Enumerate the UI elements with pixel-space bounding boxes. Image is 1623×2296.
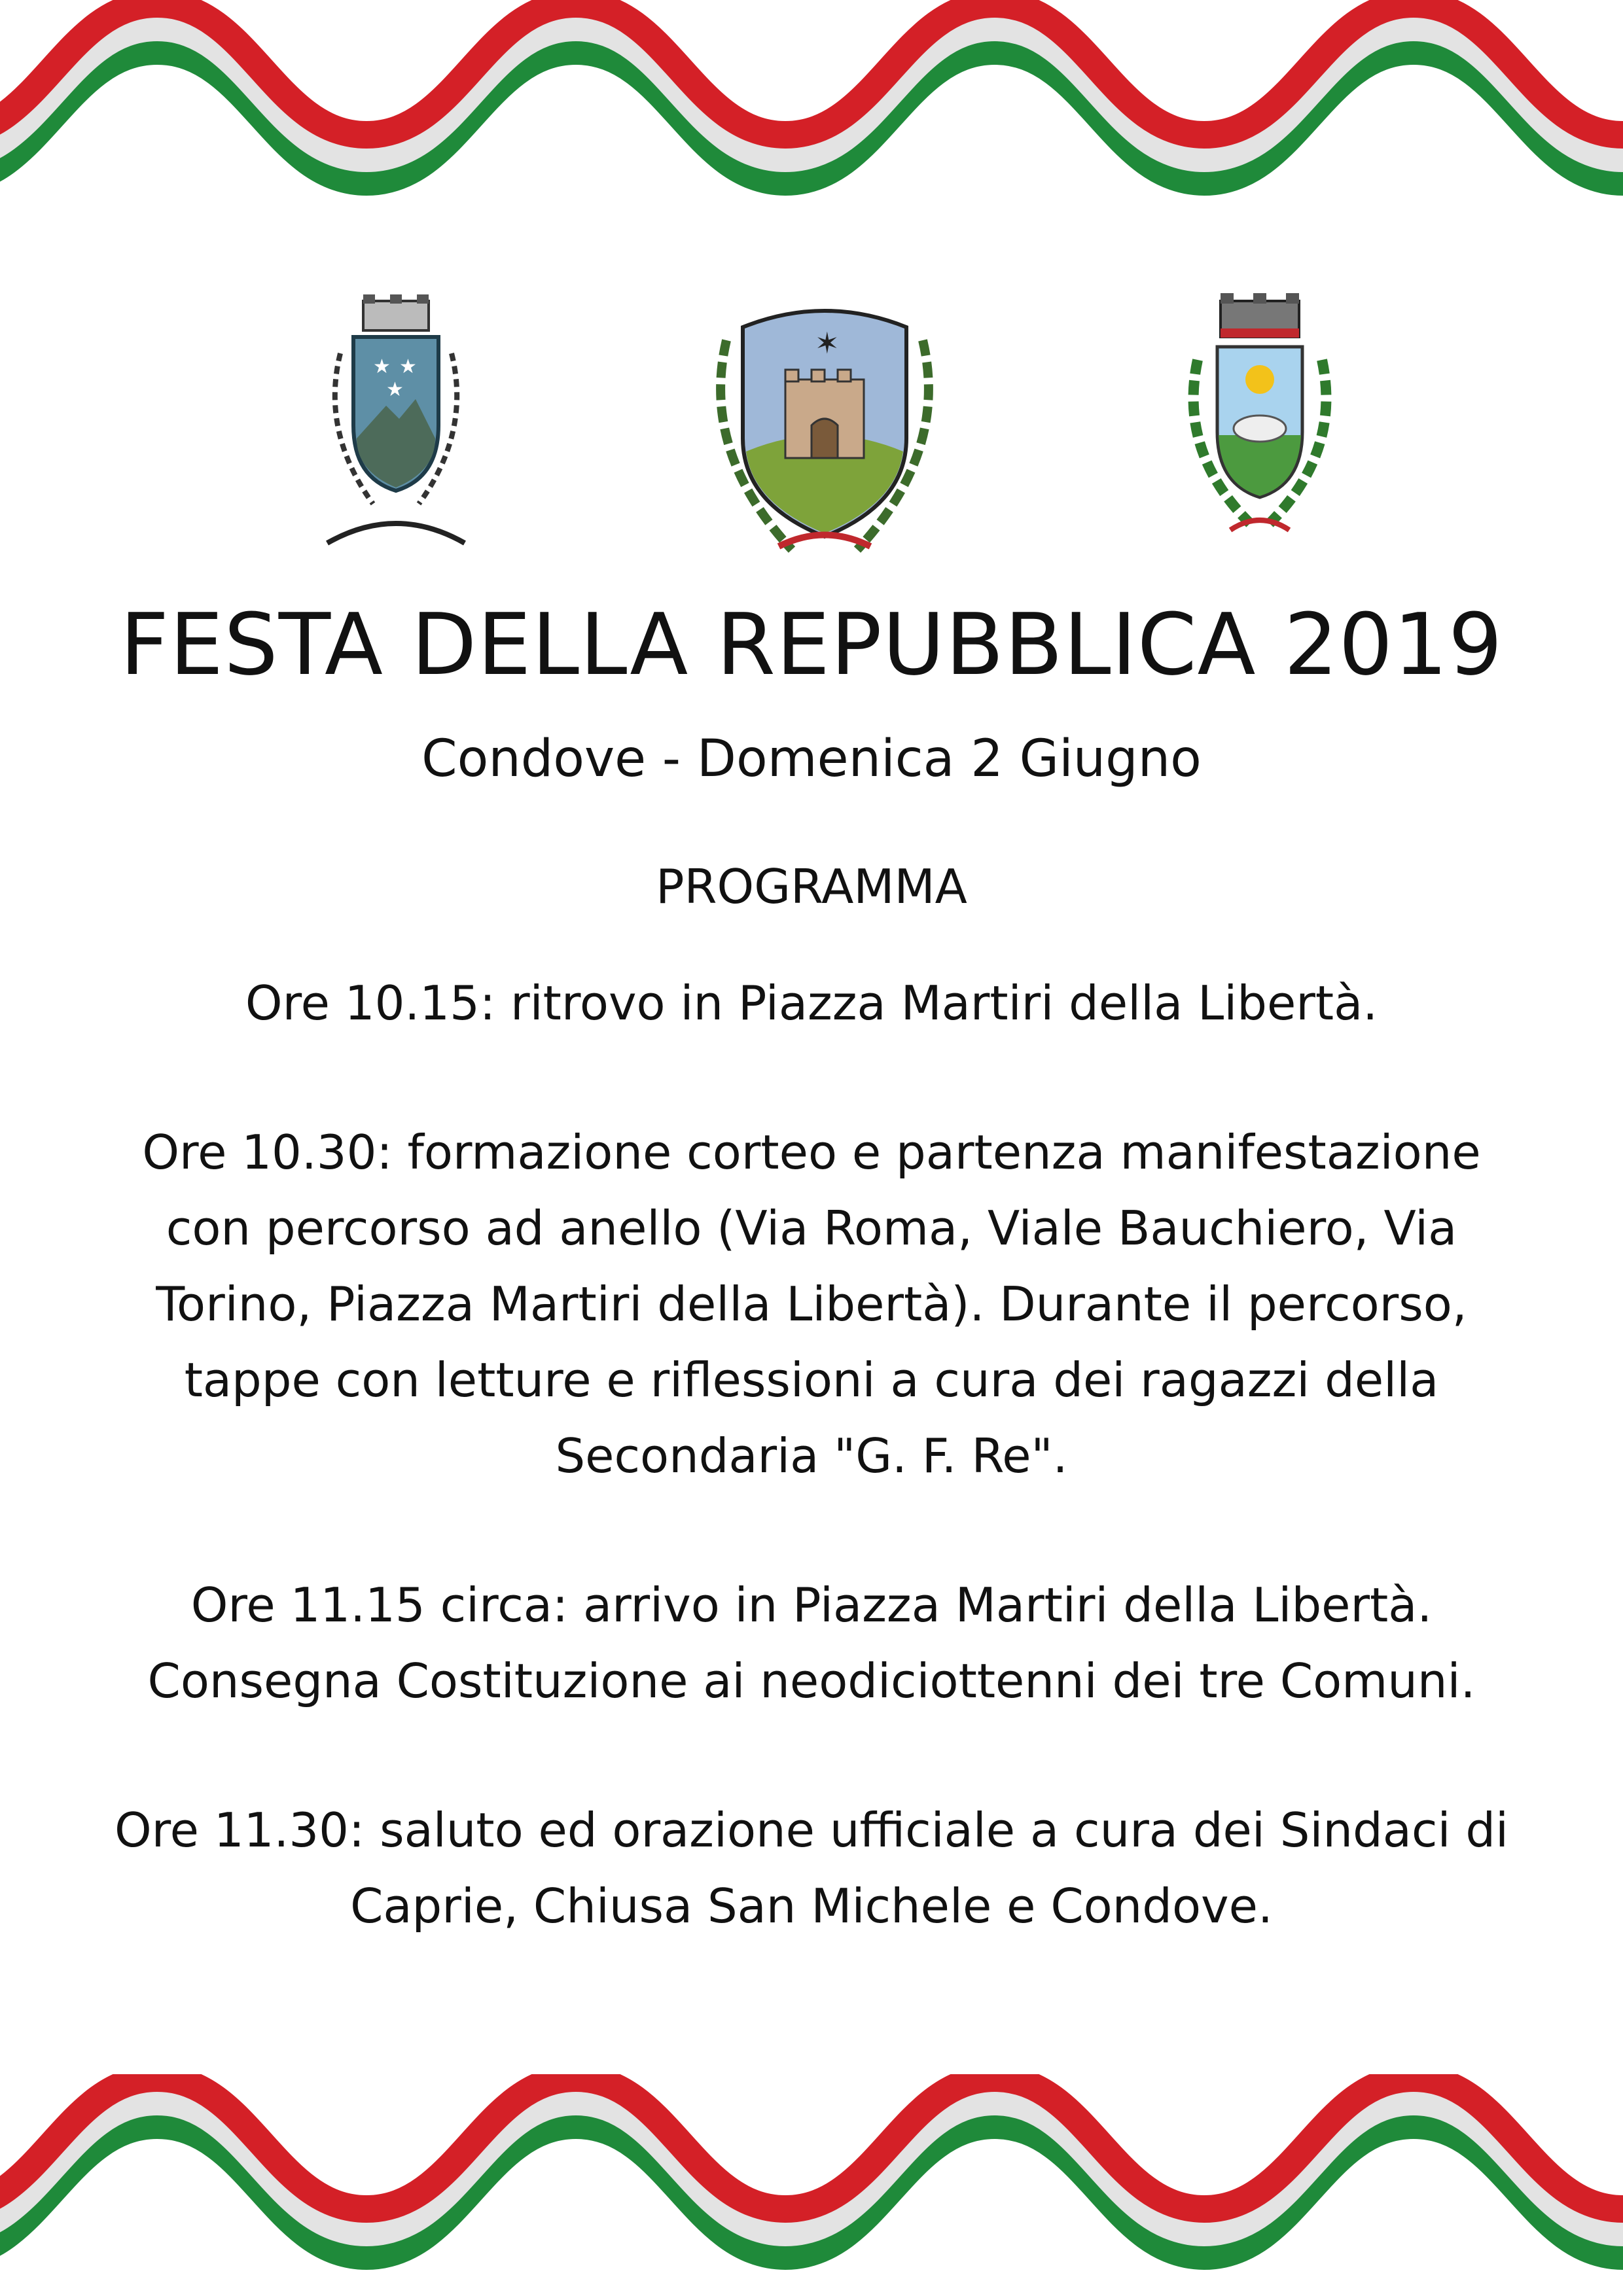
entry-line: Ore 10.15: ritrovo in Piazza Martiri della Libertà. <box>245 976 1378 1031</box>
coat-of-arms-chiusa-san-michele-icon <box>687 288 962 563</box>
entry-line: Ore 11.30: saluto ed orazione ufficiale a cura dei Sindaci di <box>114 1803 1509 1858</box>
program-heading: PROGRAMMA <box>656 859 967 914</box>
coats-of-arms-row <box>0 288 1623 569</box>
poster-title: FESTA DELLA REPUBBLICA 2019 <box>120 595 1503 694</box>
program-entry <box>65 1792 1558 1944</box>
entry-line: tappe con letture e riflessioni a cura dei ragazzi della <box>184 1352 1439 1407</box>
coat-of-arms-condove-icon <box>1158 288 1361 563</box>
svg-text:★: ★ <box>386 378 404 401</box>
poster-subtitle: Condove - Domenica 2 Giugno <box>421 730 1202 788</box>
program-entries <box>65 965 1558 1944</box>
coat-of-arms-caprie-icon <box>301 288 491 563</box>
entry-line: Ore 11.15 circa: arrivo in Piazza Martiri della Libertà. <box>190 1578 1433 1633</box>
entry-line: Caprie, Chiusa San Michele e Condove. <box>350 1879 1273 1934</box>
tricolor-ribbon-bottom-icon <box>0 2074 1623 2290</box>
poster-content <box>65 589 1558 2017</box>
entry-line: Torino, Piazza Martiri della Libertà). Durante il percorso, <box>156 1277 1467 1332</box>
svg-text:★: ★ <box>399 355 417 378</box>
entry-line: Secondaria "G. F. Re". <box>555 1428 1068 1483</box>
program-entry <box>65 965 1558 1041</box>
program-entry <box>65 1567 1558 1719</box>
svg-text:✶: ✶ <box>815 326 840 361</box>
tricolor-ribbon-top-icon <box>0 0 1623 216</box>
program-entry <box>65 1114 1558 1494</box>
entry-line: Consegna Costituzione ai neodiciottenni dei tre Comuni. <box>147 1653 1476 1708</box>
entry-line: Ore 10.30: formazione corteo e partenza manifestazione <box>142 1125 1481 1180</box>
svg-text:★: ★ <box>373 355 391 378</box>
entry-line: con percorso ad anello (Via Roma, Viale Bauchiero, Via <box>166 1201 1457 1256</box>
